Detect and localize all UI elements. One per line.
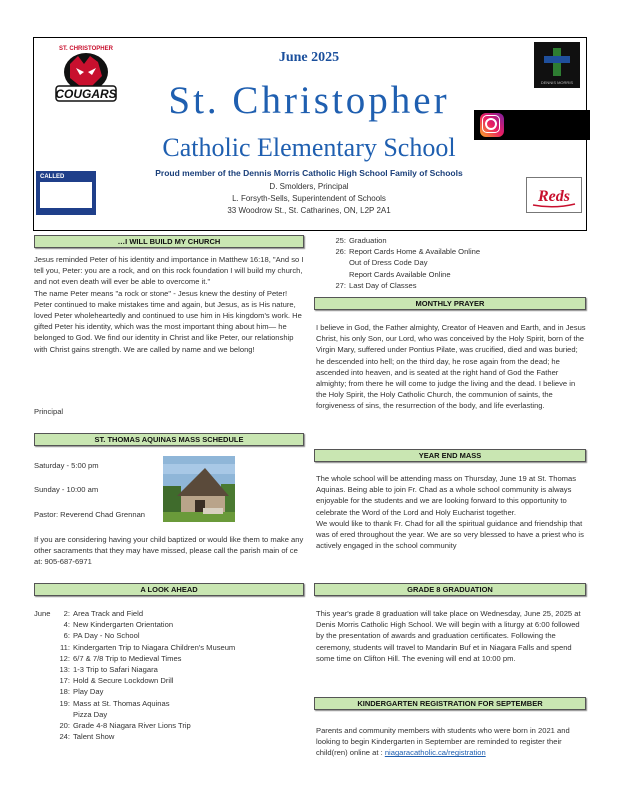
church-signature: Principal xyxy=(34,407,64,416)
event-row xyxy=(330,280,580,291)
kindergarten-body: Parents and community members with students who were born in 2021 and looking to begin Kindergarten in September are reminded to register their child(ren) online at : xyxy=(316,726,570,758)
graduation-heading: GRADE 8 GRADUATION xyxy=(314,583,586,596)
logo-bottom-text: COUGARS xyxy=(55,87,117,101)
event-row xyxy=(330,269,580,280)
event-day: 12: xyxy=(59,653,70,663)
look-ahead-list-continued xyxy=(330,235,580,291)
graduation-text: This year's grade 8 graduation will take place on Wednesday, June 25, 2025 at Denis Morris Catholic High School. We will begin with a liturgy at 6:00 followed by the presentation of awards and graduation certificates. Following the ceremony, students will travel to Mandarin Buf et in Niagara Falls and spend some time on Clifton Hill. The evening will end at 10:00 pm. xyxy=(316,609,581,663)
school-address: 33 Woodrow St., St. Catharines, ON, L2P 2A1 xyxy=(227,206,391,215)
event-text: Talent Show xyxy=(73,732,115,742)
look-ahead-list xyxy=(54,608,304,742)
event-day: 17: xyxy=(59,676,70,686)
event-row xyxy=(54,608,304,619)
kindergarten-heading: KINDERGARTEN REGISTRATION FOR SEPTEMBER xyxy=(314,697,586,710)
event-row xyxy=(54,709,304,720)
prayer-text: I believe in God, the Father almighty, Creator of Heaven and Earth, and in Jesus Christ, his only Son, our Lord, who was conceived by the Holy Spirit, born of the Virgin Mary, suffered under Pontius Pilate, was crucified, died and was buried; he descended into hell; on the third day, he rose again from the dead; he ascended into heaven, and is seated at the right hand of God the Father almighty; from there he will come to judge the living and the dead. I believe in the Holy Spirit, the Holy Catholic Church, the communion of saints, the forgiveness of sins, the resurrection of the body, and life everlasting. xyxy=(316,323,586,411)
school-title: St. Christopher xyxy=(168,79,450,122)
logo-top-text: ST. CHRISTOPHER xyxy=(59,46,113,52)
event-text: Hold & Secure Lockdown Drill xyxy=(73,676,174,686)
event-text: Report Cards Home & Available Online xyxy=(349,247,481,257)
event-text: Play Day xyxy=(73,687,104,697)
event-text: PA Day - No School xyxy=(73,631,140,641)
event-row xyxy=(54,664,304,675)
event-day xyxy=(330,257,349,268)
mass-sunday: Sunday - 10:00 am xyxy=(34,485,99,494)
called-badge-text: CALLED xyxy=(40,174,65,180)
year-end-mass-paragraph-1: The whole school will be attending mass on Thursday, June 19 at St. Thomas Aquinas. Being able to join Fr. Chad as a whole school community is always enjoyable for the students and we are looking forward to this opportunity to celebrate the Word of the Lord and Holy Eucharist together. xyxy=(316,474,577,517)
church-paragraph-2: The name Peter means "a rock or stone" - Jesus knew the destiny of Peter! Peter continued to make mistakes time and again, but Jesus, as is His nature, loved Peter wholeheartedly and continued to use him in His kingdom's work. He gifted Peter his identity, which was the most important thing about him— he belonged to God. We find our identity in Christ and like Peter, our relationship with Christ gains strength. We are called by name and we belong! xyxy=(34,288,302,354)
event-row xyxy=(54,675,304,686)
event-text: New Kindergarten Orientation xyxy=(73,620,174,630)
event-text: Area Track and Field xyxy=(73,609,144,618)
reds-logo-text: Reds xyxy=(538,188,570,205)
church-text xyxy=(34,254,304,355)
event-text: Pizza Day xyxy=(73,709,108,719)
year-end-mass-heading: YEAR END MASS xyxy=(314,449,586,462)
event-text: Grade 4-8 Niagara River Lions Trip xyxy=(73,721,191,731)
year-end-mass-paragraph-2: We would like to thank Fr. Chad for all the spiritual guidance and friendship that was of ered throughout the year. We are so very blessed to have a priest who is actively engaged in the school community xyxy=(316,518,584,551)
mass-sacraments: If you are considering having your child baptized or would like them to make any other sacraments that they may have missed, please call the parish main of ce at: 905-687-6971 xyxy=(34,535,304,567)
event-text: Report Cards Available Online xyxy=(349,269,451,279)
registration-link[interactable]: niagaracatholic.ca/registration xyxy=(384,748,486,758)
principal-name: D. Smolders, Principal xyxy=(269,182,349,191)
event-day: 6: xyxy=(63,631,70,641)
event-day: 18: xyxy=(59,687,70,697)
prayer-heading: MONTHLY PRAYER xyxy=(314,297,586,310)
newsletter-month: June 2025 xyxy=(278,50,340,65)
event-day: 4: xyxy=(63,620,70,630)
event-text: Graduation xyxy=(349,236,387,245)
event-day: 2: xyxy=(63,609,70,618)
event-day: 25: xyxy=(335,236,346,245)
event-day xyxy=(330,269,349,280)
event-day xyxy=(54,709,73,720)
event-row xyxy=(54,686,304,697)
event-day: 13: xyxy=(59,665,70,675)
mass-schedule-heading: ST. THOMAS AQUINAS MASS SCHEDULE xyxy=(34,433,304,446)
event-row xyxy=(54,698,304,709)
event-day: 20: xyxy=(59,721,70,731)
mass-saturday: Saturday - 5:00 pm xyxy=(34,461,99,470)
event-row xyxy=(54,630,304,641)
kindergarten-text xyxy=(316,725,586,759)
event-row xyxy=(54,653,304,664)
look-ahead-heading: A LOOK AHEAD xyxy=(34,583,304,596)
event-text: 1-3 Trip to Safari Niagara xyxy=(73,665,158,675)
event-day: 27: xyxy=(335,280,346,290)
look-ahead-month: June xyxy=(34,609,51,618)
superintendent-name: L. Forsyth-Sells, Superintendent of Schools xyxy=(232,194,386,203)
event-text: Last Day of Classes xyxy=(349,280,417,290)
event-row xyxy=(54,619,304,630)
event-row xyxy=(54,731,304,742)
event-text: Out of Dress Code Day xyxy=(349,258,428,268)
family-of-schools: Proud member of the Dennis Morris Catholic High School Family of Schools xyxy=(155,168,463,178)
event-row xyxy=(330,257,580,268)
event-row xyxy=(54,642,304,653)
event-day: 24: xyxy=(59,732,70,742)
school-subtitle: Catholic Elementary School xyxy=(162,133,456,162)
church-paragraph-1: Jesus reminded Peter of his identity and importance in Matthew 16:18, "And so I tell you, Peter: you are a rock, and on this rock foundation I will build my church, and not even death will ever be able to overcome it." xyxy=(34,255,304,287)
event-row xyxy=(330,246,580,257)
event-row xyxy=(330,235,580,246)
event-day: 26: xyxy=(335,247,346,257)
hs-logo-text: DENNIS MORRIS xyxy=(540,80,574,85)
church-photo xyxy=(163,456,235,522)
event-text: Mass at St. Thomas Aquinas xyxy=(73,698,170,708)
mass-pastor: Pastor: Reverend Chad Grennan xyxy=(34,510,146,519)
year-end-mass-text xyxy=(316,473,586,551)
event-day: 19: xyxy=(59,698,70,708)
event-day: 11: xyxy=(60,642,70,652)
event-text: Kindergarten Trip to Niagara Children's Museum xyxy=(73,642,236,652)
event-text: 6/7 & 7/8 Trip to Medieval Times xyxy=(73,653,182,663)
church-heading: …I WILL BUILD MY CHURCH xyxy=(34,235,304,248)
event-row xyxy=(54,720,304,731)
